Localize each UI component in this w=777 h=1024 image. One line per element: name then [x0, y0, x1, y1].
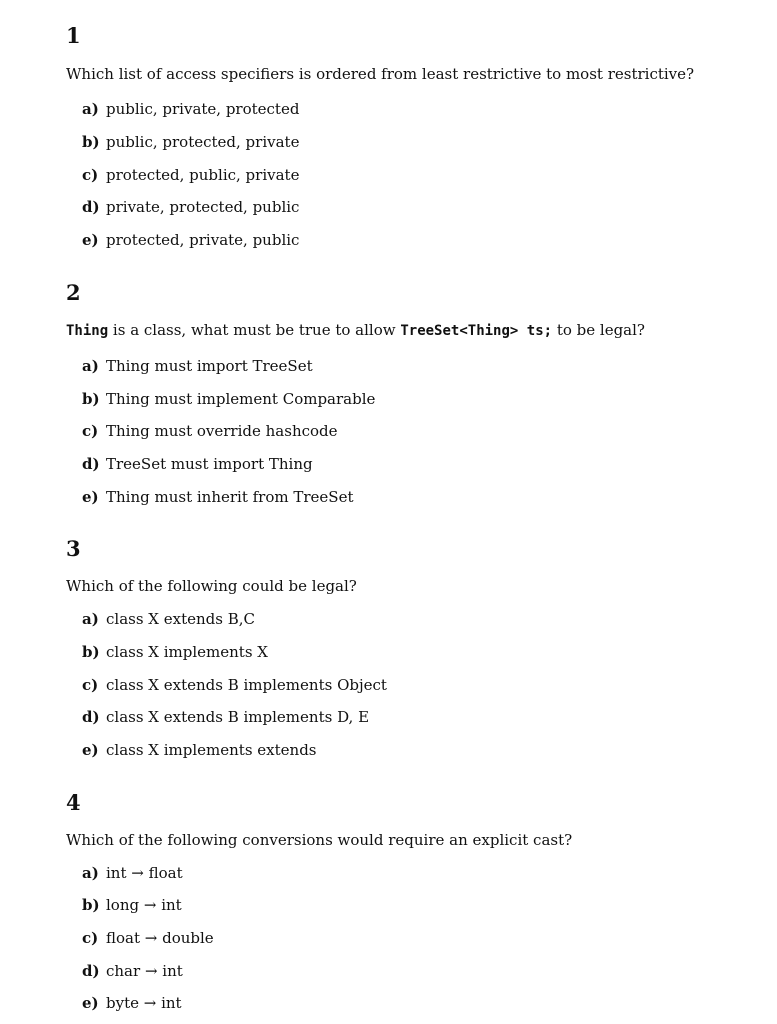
option-letter: e): [82, 741, 99, 759]
option-text: Thing must override hashcode: [106, 422, 338, 440]
question-1-option-c: [82, 165, 299, 185]
question-1-option-b: [82, 132, 299, 152]
question-1-option-a: [82, 99, 299, 119]
option-text: Thing must inherit from TreeSet: [106, 488, 354, 506]
option-text: class X extends B,C: [106, 610, 255, 628]
question-3-option-d: [82, 707, 369, 727]
option-text: class X implements X: [106, 643, 268, 661]
question-4-text: Which of the following conversions would require an explicit cast?: [66, 831, 573, 849]
question-1-number: 1: [66, 23, 81, 48]
question-3-number: 3: [66, 536, 81, 561]
question-2-number: 2: [66, 280, 81, 305]
question-3-option-c: [82, 675, 387, 695]
option-text: long → int: [106, 896, 182, 914]
question-2-text-mid1: is a class, what must be true to allow: [108, 321, 401, 339]
option-text: Thing must import TreeSet: [106, 357, 313, 375]
option-letter: b): [82, 643, 100, 661]
question-4-option-c: [82, 928, 214, 948]
question-3-option-e: [82, 740, 317, 760]
question-1-option-d: [82, 197, 299, 217]
option-letter: d): [82, 455, 100, 473]
option-letter: c): [82, 929, 99, 947]
question-2-option-b: [82, 389, 375, 409]
option-letter: b): [82, 133, 100, 151]
option-letter: e): [82, 231, 99, 249]
option-letter: a): [82, 610, 99, 628]
question-3-option-a: [82, 609, 255, 629]
question-4-option-d: [82, 961, 183, 981]
option-text: float → double: [106, 929, 214, 947]
option-letter: b): [82, 896, 100, 914]
option-text: class X implements extends: [106, 741, 317, 759]
option-letter: a): [82, 357, 99, 375]
question-2-option-a: [82, 356, 313, 376]
question-2-option-d: [82, 454, 313, 474]
question-4-number: 4: [66, 790, 81, 815]
question-2-text: [66, 320, 645, 341]
option-text: private, protected, public: [106, 198, 300, 216]
option-text: char → int: [106, 962, 183, 980]
option-text: Thing must implement Comparable: [106, 390, 376, 408]
question-2-option-c: [82, 421, 338, 441]
option-text: protected, public, private: [106, 166, 300, 184]
option-letter: a): [82, 100, 99, 118]
question-2-text-mid2: to be legal?: [552, 321, 645, 339]
option-text: public, protected, private: [106, 133, 300, 151]
question-4-option-a: [82, 863, 183, 883]
option-letter: d): [82, 198, 100, 216]
question-3-text: Which of the following could be legal?: [66, 577, 357, 595]
option-letter: a): [82, 864, 99, 882]
option-letter: e): [82, 994, 99, 1012]
question-4-option-e: [82, 993, 182, 1013]
option-text: TreeSet must import Thing: [106, 455, 313, 473]
option-letter: c): [82, 166, 99, 184]
question-4-option-b: [82, 895, 182, 915]
question-1-option-e: [82, 230, 299, 250]
code-thing: Thing: [66, 323, 109, 339]
option-text: byte → int: [106, 994, 182, 1012]
question-3-option-b: [82, 642, 268, 662]
question-1-text: Which list of access specifiers is ordered from least restrictive to most restrictive?: [66, 65, 695, 83]
question-2-option-e: [82, 487, 354, 507]
option-letter: d): [82, 962, 100, 980]
option-letter: d): [82, 708, 100, 726]
code-treeset-declaration: TreeSet<Thing> ts;: [400, 323, 553, 339]
option-text: protected, private, public: [106, 231, 300, 249]
option-letter: b): [82, 390, 100, 408]
option-letter: c): [82, 422, 99, 440]
option-text: class X extends B implements Object: [106, 676, 387, 694]
option-text: int → float: [106, 864, 183, 882]
option-text: public, private, protected: [106, 100, 300, 118]
option-text: class X extends B implements D, E: [106, 708, 370, 726]
option-letter: e): [82, 488, 99, 506]
option-letter: c): [82, 676, 99, 694]
